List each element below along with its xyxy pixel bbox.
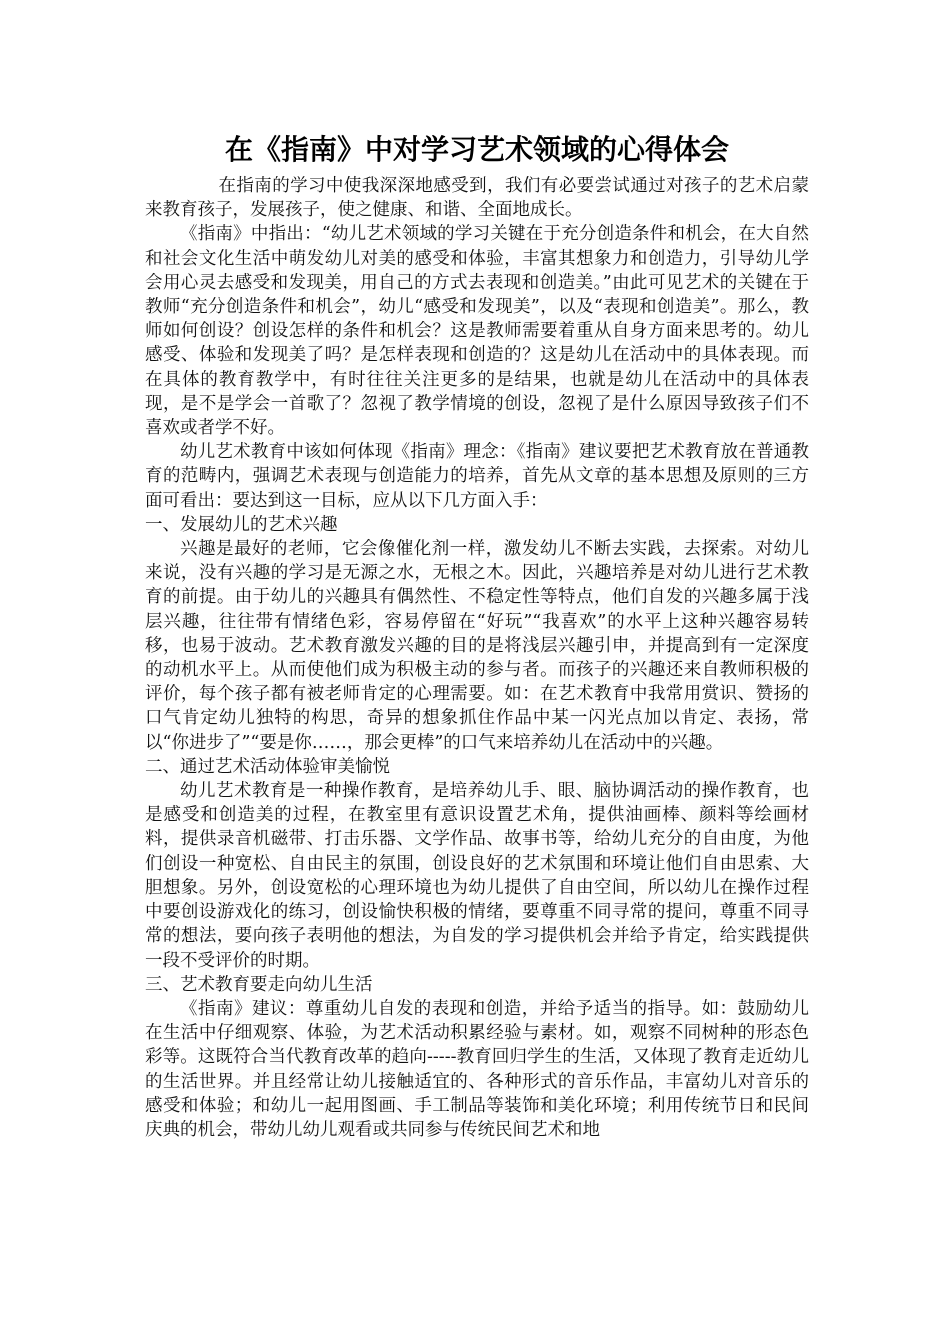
- paragraph-interest: 兴趣是最好的老师，它会像催化剂一样，激发幼儿不断去实践，去探索。对幼儿来说，没有兴趣的学习是无源之水，无根之木。因此，兴趣培养是对幼儿进行艺术教育的前提。由于幼儿的兴趣具有偶然性、不稳定性等特点，他们自发的兴趣多属于浅层兴趣，往往带有情绪色彩，容易停留在“好玩”“我喜欢”的水平上这种兴趣容易转移，也易于波动。艺术教育激发兴趣的目的是将浅层兴趣引申，并提高到有一定深度的动机水平上。从而使他们成为积极主动的参与者。而孩子的兴趣还来自教师积极的评价，每个孩子都有被老师肯定的心理需要。如：在艺术教育中我常用赏识、赞扬的口气肯定幼儿独特的构思，奇异的想象抓住作品中某一闪光点加以肯定、表扬，常以“你进步了”“要是你……，那会更棒”的口气来培养幼儿在活动中的兴趣。: [145, 539, 809, 753]
- section-heading-1: 一、发展幼儿的艺术兴趣: [145, 514, 338, 535]
- paragraph-guide-quote: 《指南》中指出：“幼儿艺术领域的学习关键在于充分创造条件和机会，在大自然和社会文化生活中萌发幼儿对美的感受和体验，丰富其想象力和创造力，引导幼儿学会用心灵去感受和发现美，用自己的方式去表现和创造美。”由此可见艺术的关键在于教师“充分创造条件和机会”，幼儿“感受和发现美”，以及“表现和创造美”。那么，教师如何创设？创设怎样的条件和机会？这是教师需要着重从自身方面来思考的。幼儿感受、体验和发现美了吗？是怎样表现和创造的？这是幼儿在活动中的具体表现。而在具体的教育教学中，有时往往关注更多的是结果，也就是幼儿在活动中的具体表现，是不是学会一首歌了？忽视了教学情境的创设，忽视了是什么原因导致孩子们不喜欢或者学不好。: [145, 224, 809, 439]
- document-title: 在《指南》中对学习艺术领域的心得体会: [224, 133, 729, 166]
- paragraph-aesthetic: 幼儿艺术教育是一种操作教育，是培养幼儿手、眼、脑协调活动的操作教育，也是感受和创造美的过程，在教室里有意识设置艺术角，提供油画棒、颜料等绘画材料，提供录音机磁带、打击乐器、文学作品、故事书等，给幼儿充分的自由度，为他们创设一种宽松、自由民主的氛围，创设良好的艺术氛围和环境让他们自由思索、大胆想象。另外，创设宽松的心理环境也为幼儿提供了自由空间，所以幼儿在操作过程中要创设游戏化的练习，创设愉快积极的情绪，要尊重不同寻常的提问，尊重不同寻常的想法，要向孩子表明他的想法，为自发的学习提供机会并给予肯定，给实践提供一段不受评价的时期。: [145, 781, 809, 971]
- document-body: [145, 174, 809, 1142]
- paragraph-life: 《指南》建议：尊重幼儿自发的表现和创造，并给予适当的指导。如：鼓励幼儿在生活中仔细观察、体验，为艺术活动积累经验与素材。如，观察不同树种的形态色彩等。这既符合当代教育改革的趋向-----教育回归学生的生活，又体现了教育走近幼儿的生活世界。并且经常让幼儿接触适宜的、各种形式的音乐作品，丰富幼儿对音乐的感受和体验；和幼儿一起用图画、手工制品等装饰和美化环境；利用传统节日和民间庆典的机会，带幼儿幼儿观看或共同参与传统民间艺术和地: [145, 998, 809, 1140]
- section-heading-3: 三、艺术教育要走向幼儿生活: [145, 974, 373, 995]
- paragraph-intro: 在指南的学习中使我深深地感受到，我们有必要尝试通过对孩子的艺术启蒙来教育孩子，发展孩子，使之健康、和谐、全面地成长。: [145, 176, 809, 221]
- section-heading-2: 二、通过艺术活动体验审美愉悦: [145, 756, 390, 777]
- paragraph-how-to-reflect: 幼儿艺术教育中该如何体现《指南》理念：《指南》建议要把艺术教育放在普通教育的范畴内，强调艺术表现与创造能力的培养，首先从文章的基本思想及原则的三方面可看出：要达到这一目标，应从以下几方面入手：: [145, 442, 809, 511]
